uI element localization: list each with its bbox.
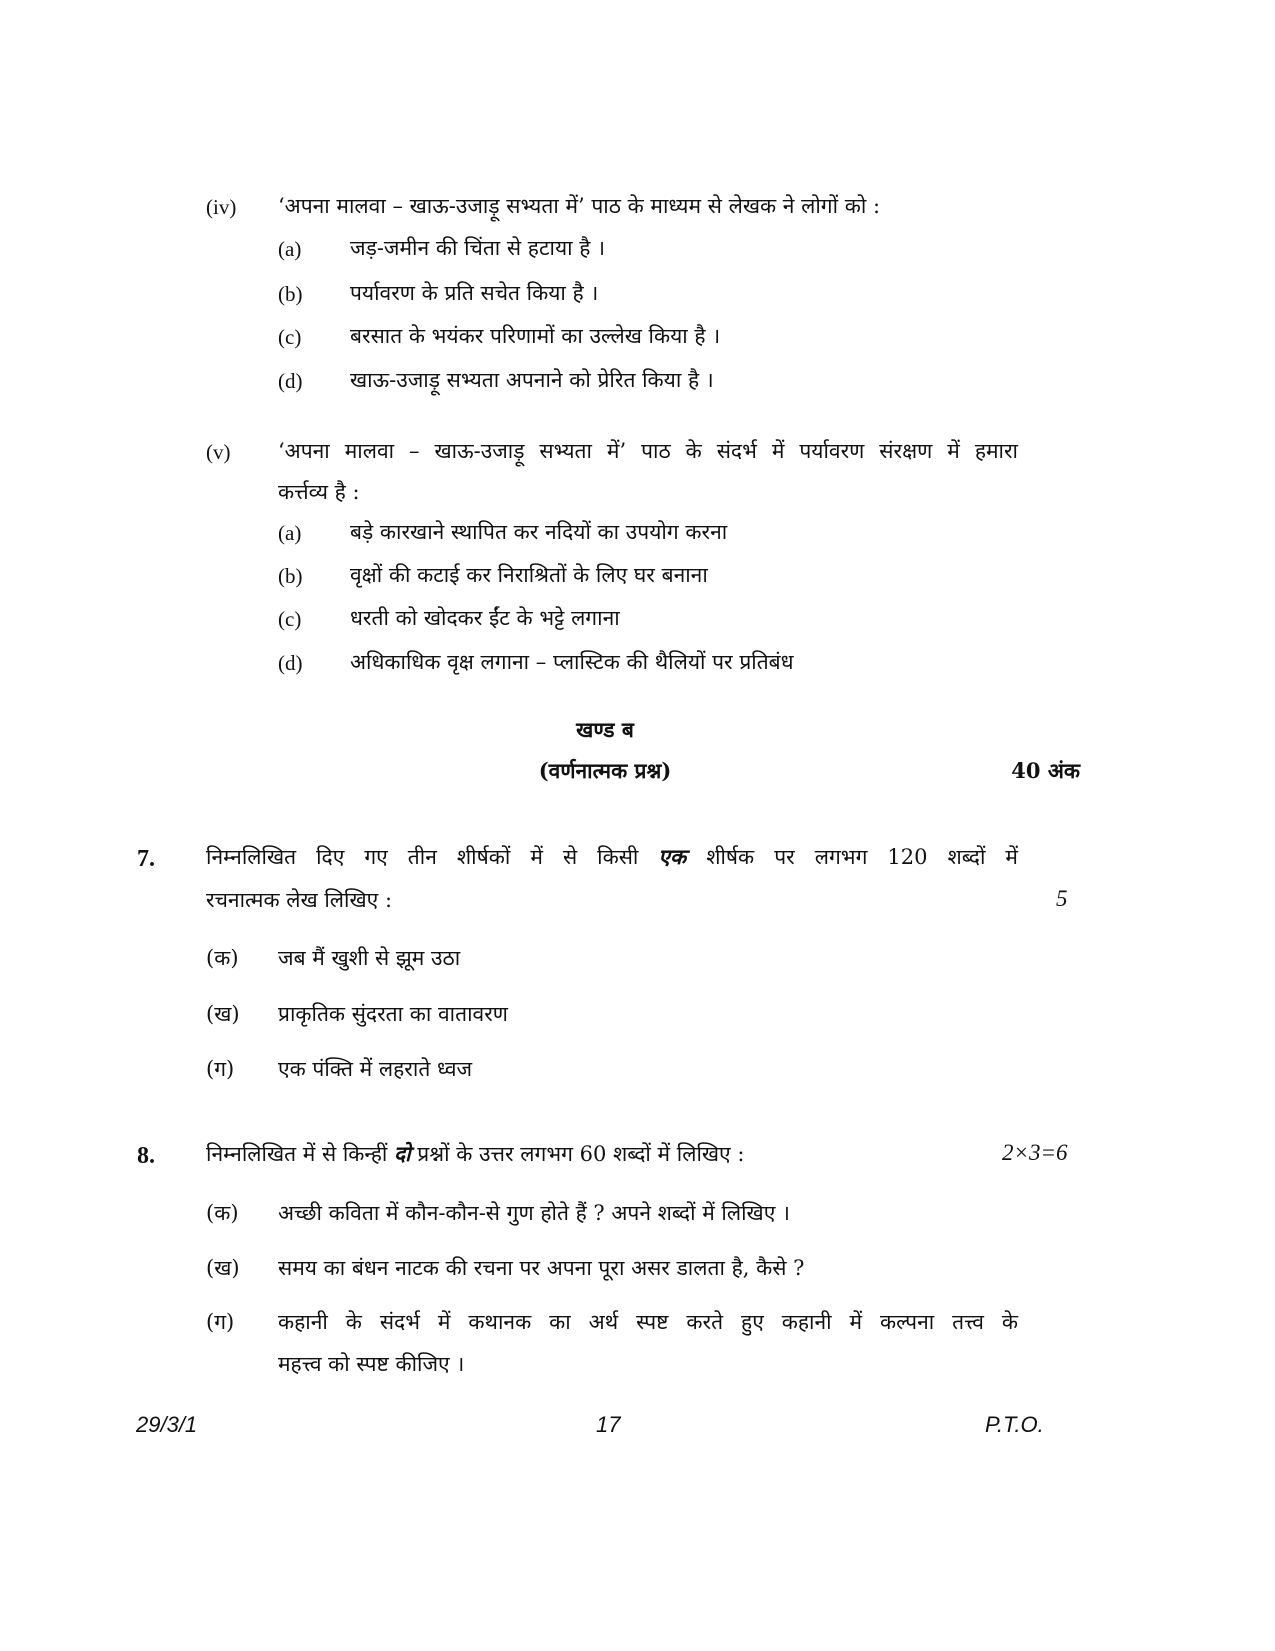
option-label: (c) <box>278 607 302 631</box>
option-label: (ख) <box>206 1002 240 1026</box>
option-text: खाऊ-उजाड़ू सभ्यता अपनाने को प्रेरित किया है । <box>350 368 714 392</box>
question-iv-text: ‘अपना मालवा – खाऊ-उजाड़ू सभ्यता में’ पाठ के माध्यम से लेखक ने लोगों को : <box>278 194 881 218</box>
option-label: (b) <box>278 564 303 588</box>
option-text: बरसात के भयंकर परिणामों का उल्लेख किया है । <box>350 324 721 348</box>
question-v-line1: ‘अपना मालवा – खाऊ-उजाड़ू सभ्यता में’ पाठ के संदर्भ में पर्यावरण संरक्षण में हमारा <box>278 439 1018 463</box>
question-7-text-a: निम्नलिखित दिए गए तीन शीर्षकों में से किसी <box>206 845 639 869</box>
option-text: बड़े कारखाने स्थापित कर नदियों का उपयोग करना <box>350 520 728 544</box>
option-text: एक पंक्ति में लहराते ध्वज <box>278 1057 473 1081</box>
option-label: (b) <box>278 282 303 306</box>
option-text-line1: कहानी के संदर्भ में कथानक का अर्थ स्पष्ट करते हुए कहानी में कल्पना तत्त्व के <box>278 1310 1018 1334</box>
section-marks: 40 अंक <box>1011 758 1080 783</box>
question-8-number: 8. <box>137 1143 155 1169</box>
question-8-emphasis: दो <box>394 1141 411 1166</box>
question-7-line1 <box>206 843 1018 871</box>
footer-page-number: 17 <box>596 1412 621 1437</box>
question-7-emphasis: एक <box>658 844 687 869</box>
section-subtitle: (वर्णनात्मक प्रश्न) <box>538 758 672 783</box>
section-title: खण्ड ब <box>576 717 634 742</box>
option-label: (ख) <box>206 1256 240 1280</box>
option-text: अधिकाधिक वृक्ष लगाना – प्लास्टिक की थैलियों पर प्रतिबंध <box>350 650 794 674</box>
option-label: (a) <box>278 237 302 261</box>
option-text: जड़-जमीन की चिंता से हटाया है । <box>350 236 606 260</box>
question-v-line2: कर्त्तव्य है : <box>278 480 360 504</box>
footer-pto: P.T.O. <box>985 1412 1044 1437</box>
option-label: (a) <box>278 521 302 545</box>
option-text: पर्यावरण के प्रति सचेत किया है । <box>350 281 599 305</box>
question-8-line <box>206 1140 744 1168</box>
option-label: (c) <box>278 325 302 349</box>
question-7-marks: 5 <box>1056 886 1068 911</box>
option-text: अच्छी कविता में कौन-कौन-से गुण होते हैं ? अपने शब्दों में लिखिए । <box>278 1201 790 1225</box>
option-label: (d) <box>278 651 303 675</box>
question-7-number: 7. <box>137 846 155 872</box>
option-text: प्राकृतिक सुंदरता का वातावरण <box>278 1002 508 1026</box>
option-label: (d) <box>278 369 303 393</box>
option-label: (क) <box>206 946 239 970</box>
option-text-line2: महत्त्व को स्पष्ट कीजिए । <box>278 1352 465 1376</box>
option-label: (ग) <box>206 1310 235 1334</box>
option-text: धरती को खोदकर ईंट के भट्टे लगाना <box>350 606 620 630</box>
option-text: जब मैं खुशी से झूम उठा <box>278 946 461 970</box>
question-8-text-a: निम्नलिखित में से किन्हीं <box>206 1142 388 1166</box>
question-7-line2: रचनात्मक लेख लिखिए : <box>206 888 393 912</box>
option-label: (ग) <box>206 1057 235 1081</box>
question-iv-number: (iv) <box>206 195 237 219</box>
option-text: समय का बंधन नाटक की रचना पर अपना पूरा असर डालता है, कैसे ? <box>278 1256 805 1280</box>
option-label: (क) <box>206 1201 239 1225</box>
question-8-text-b: प्रश्नों के उत्तर लगभग 60 शब्दों में लिखिए : <box>417 1142 745 1166</box>
question-7-text-b: शीर्षक पर लगभग 120 शब्दों में <box>706 845 1018 869</box>
option-text: वृक्षों की कटाई कर निराश्रितों के लिए घर बनाना <box>350 563 708 587</box>
question-8-marks: 2×3=6 <box>1002 1140 1068 1165</box>
footer-paper-code: 29/3/1 <box>136 1412 198 1437</box>
question-v-number: (v) <box>206 440 231 464</box>
